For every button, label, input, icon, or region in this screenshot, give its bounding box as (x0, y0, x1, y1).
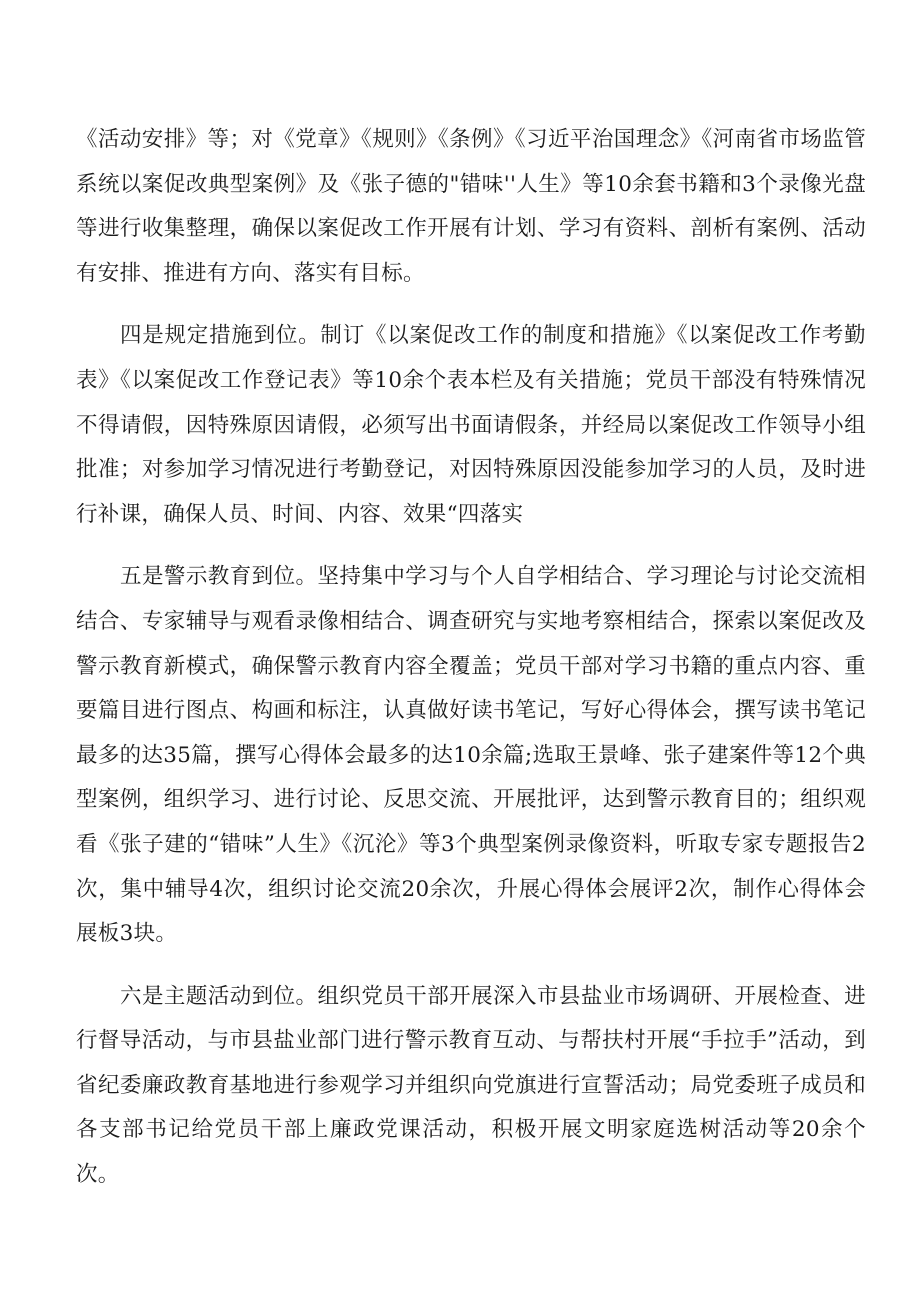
paragraph-point-four: 四是规定措施到位。制订《以案促改工作的制度和措施》《以案促改工作考勤表》《以案促改工作登记表》等10余个表本栏及有关措施；党员干部没有特殊情况不得请假，因特殊原因请假，必须写出书面请假条，并经局以案促改工作领导小组批准；对参加学习情况进行考勤登记，对因特殊原因没能参加学习的人员，及时进行补课，确保人员、时间、内容、效果“四落实 (76, 323, 866, 527)
paragraph-intro-continued: 《活动安排》等；对《党章》《规则》《条例》《习近平治国理念》《河南省市场监管系统以案促改典型案例》及《张子德的"错味''人生》等10余套书籍和3个录像光盘等进行收集整理，确保以案促改工作开展有计划、学习有资料、剖析有案例、活动有安排、推进有方向、落实有目标。 (76, 127, 866, 286)
document-body (76, 118, 866, 1198)
paragraph-point-five: 五是警示教育到位。坚持集中学习与个人自学相结合、学习理论与讨论交流相结合、专家辅导与观看录像相结合、调查研究与实地考察相结合，探索以案促改及警示教育新模式，确保警示教育内容全覆盖；党员干部对学习书籍的重点内容、重要篇目进行图点、构画和标注，认真做好读书笔记，写好心得体会，撰写读书笔记最多的达35篇，撰写心得体会最多的达10余篇;选取王景峰、张子建案件等12个典型案例，组织学习、进行讨论、反思交流、开展批评，达到警示教育目的；组织观看《张子建的“错味”人生》《沉沦》等3个典型案例录像资料，听取专家专题报告2次，集中辅导4次，组织讨论交流20余次，升展心得体会展评2次，制作心得体会展板3块。 (76, 564, 866, 947)
paragraph-point-six: 六是主题活动到位。组织党员干部开展深入市县盐业市场调研、开展检查、进行督导活动，与市县盐业部门进行警示教育互动、与帮扶村开展“手拉手”活动，到省纪委廉政教育基地进行参观学习并组织向党旗进行宣誓活动；局党委班子成员和各支部书记给党员干部上廉政党课活动，积极开展文明家庭选树活动等20余个次。 (76, 983, 866, 1188)
